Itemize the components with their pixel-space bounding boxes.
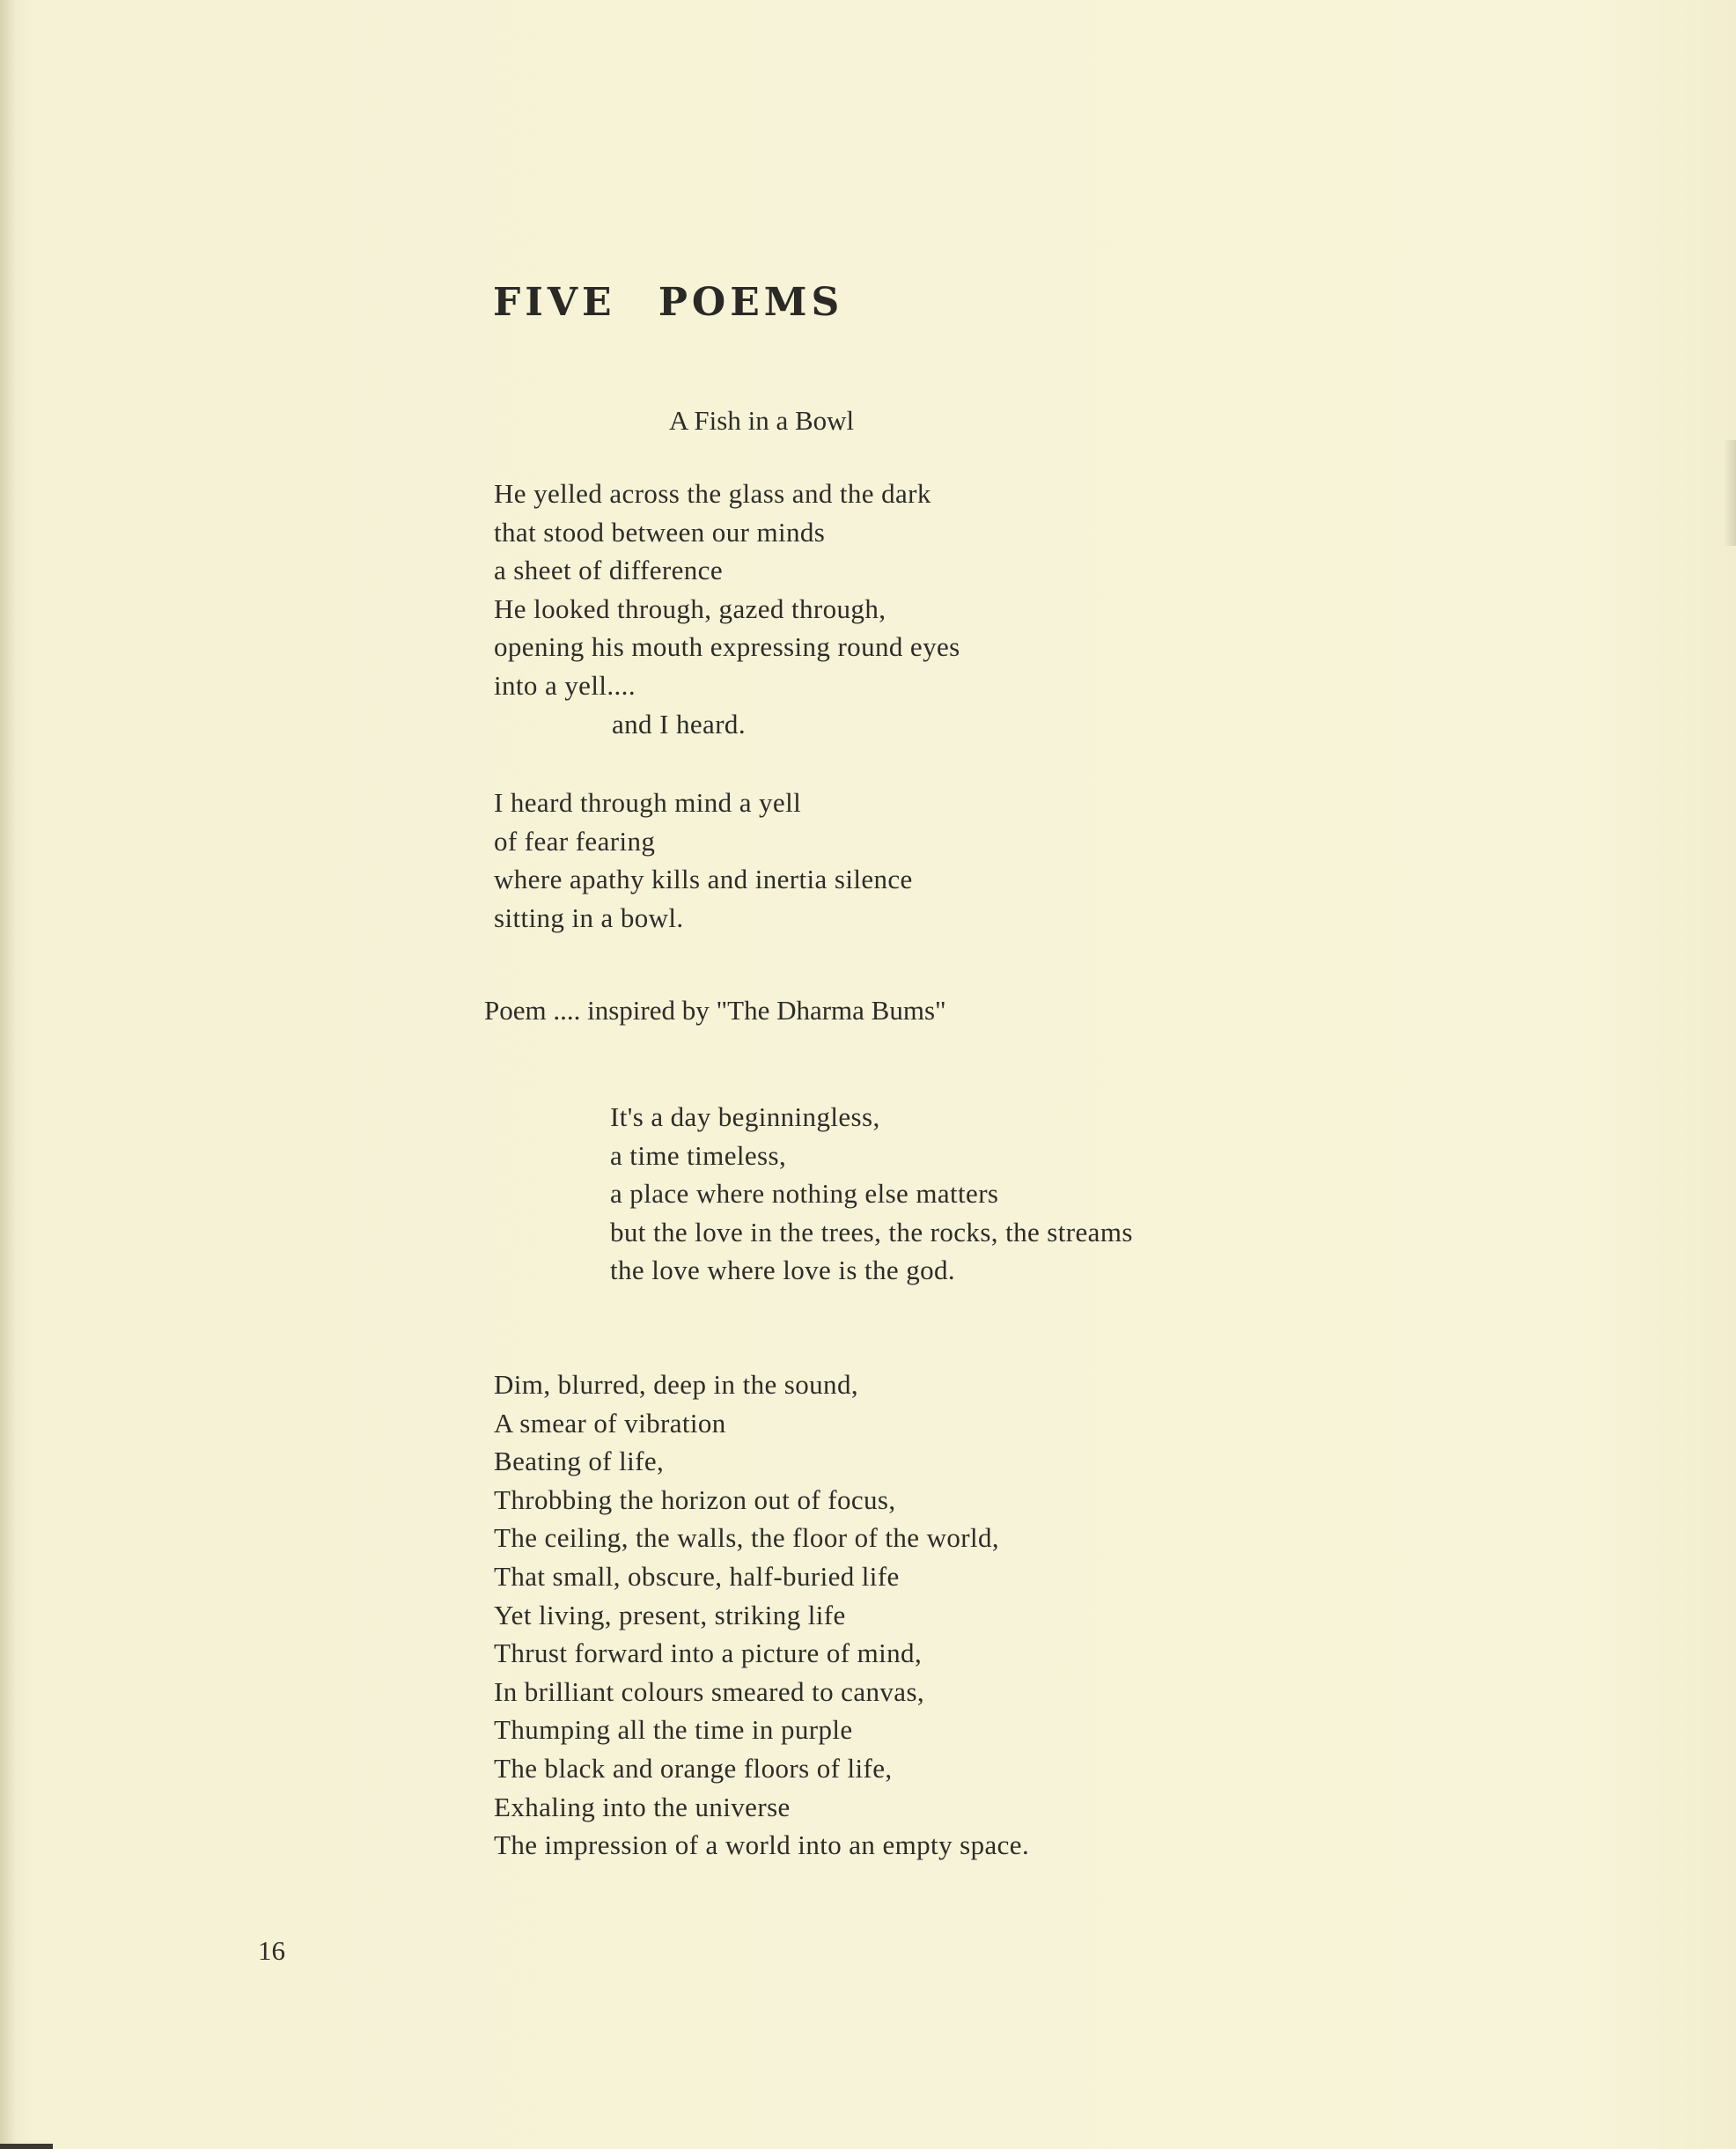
poem-3-stanza-1 [494, 1365, 1029, 1865]
poem-line: Throbbing the horizon out of focus, [494, 1483, 896, 1515]
poem-2-stanza-1 [610, 1098, 1133, 1290]
poem-title-fish-in-a-bowl: A Fish in a Bowl [669, 405, 855, 436]
poem-line: and I heard. [612, 708, 746, 740]
page-fold-shadow [0, 0, 16, 2149]
poem-line: The impression of a world into an empty space. [494, 1829, 1030, 1861]
poem-line: Thumping all the time in purple [494, 1714, 853, 1746]
poem-line: a place where nothing else matters [610, 1178, 999, 1210]
poem-line: I heard through mind a yell [494, 787, 802, 818]
poem-line: He yelled across the glass and the dark [494, 478, 931, 509]
poem-line: the love where love is the god. [610, 1255, 956, 1286]
poem-line: a sheet of difference [494, 555, 723, 586]
poem-line: The ceiling, the walls, the floor of the world, [494, 1522, 1000, 1554]
poem-line: Dim, blurred, deep in the sound, [494, 1369, 858, 1400]
poem-line: Yet living, present, striking life [494, 1599, 846, 1630]
poem-line: sitting in a bowl. [494, 902, 684, 933]
poem-line: into a yell.... [494, 669, 636, 701]
poem-line: Beating of life, [494, 1446, 665, 1477]
poem-line: It's a day beginningless, [610, 1101, 880, 1132]
poem-1-stanza-1 [494, 475, 960, 743]
poem-line: but the love in the trees, the rocks, the streams [610, 1216, 1133, 1247]
poem-line: Thrust forward into a picture of mind, [494, 1638, 923, 1669]
poem-line: opening his mouth expressing round eyes [494, 631, 960, 663]
poem-1-stanza-2 [494, 784, 913, 937]
poem-line: that stood between our minds [494, 516, 826, 548]
poem-line: In brilliant colours smeared to canvas, [494, 1675, 925, 1707]
poem-line: A smear of vibration [494, 1407, 726, 1439]
poem-line: Exhaling into the universe [494, 1791, 791, 1822]
page-corner-mark [0, 2144, 53, 2149]
poem-line: That small, obscure, half-buried life [494, 1560, 900, 1592]
poem-line: where apathy kills and inertia silence [494, 864, 913, 895]
poem-line: of fear fearing [494, 825, 656, 857]
page-title: FIVE POEMS [493, 280, 844, 325]
page-edge-shadow [1724, 440, 1736, 546]
poem-line: a time timeless, [610, 1139, 787, 1171]
page-number: 16 [258, 1935, 285, 1966]
poem-title-dharma-bums: Poem .... inspired by "The Dharma Bums" [484, 995, 946, 1026]
poem-line: The black and orange floors of life, [494, 1752, 893, 1784]
poem-line: He looked through, gazed through, [494, 592, 886, 624]
